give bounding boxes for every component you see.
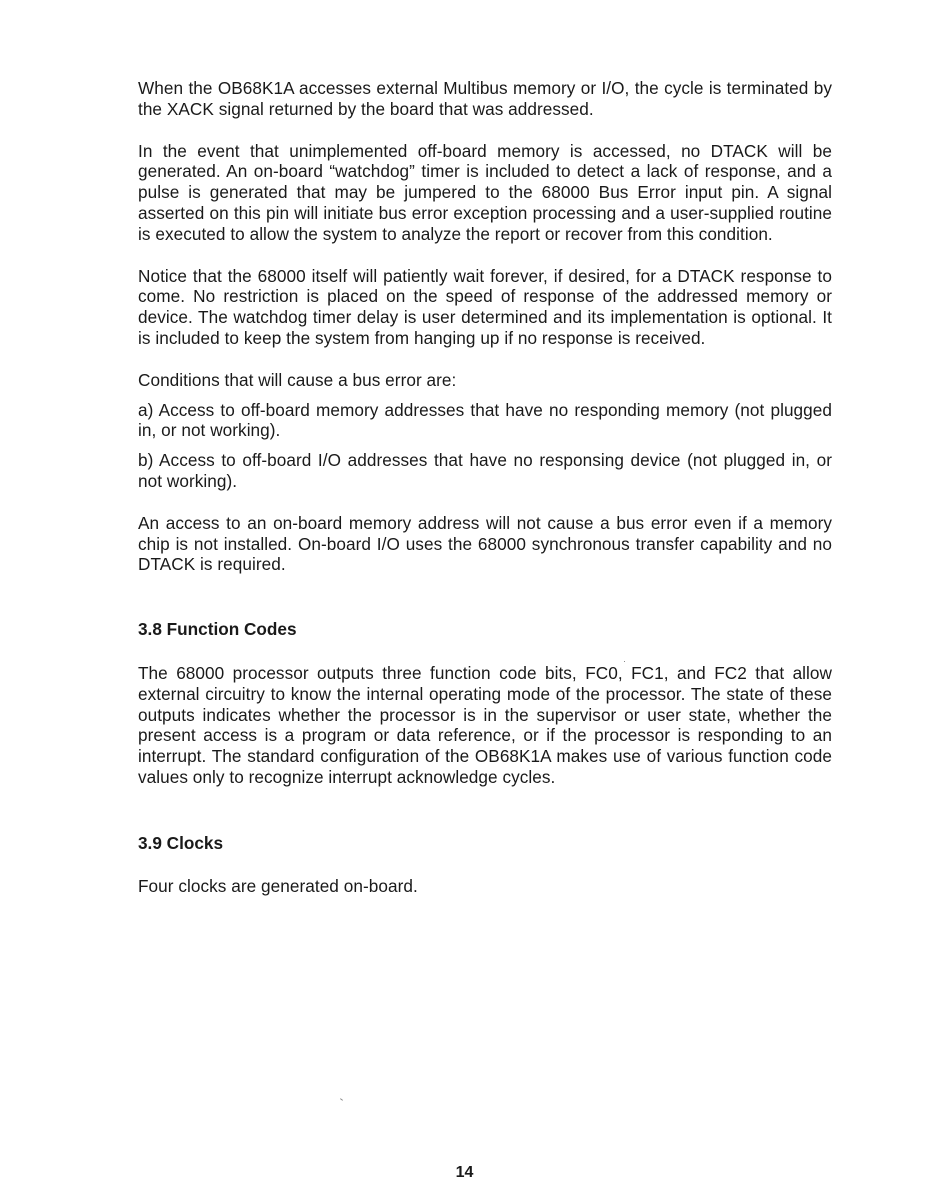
paragraph-watchdog: In the event that unimplemented off-board memory is accessed, no DTACK will be generated. An on-board “watchdog” timer is included to detect a lack of response, and a pulse is generated that may be jumpered to the 68000 Bus Error input pin. A signal asserted on this pin will initiate bus error exception processing and a user-supplied routine is executed to allow the system to analyze the report or recover from this condition. — [138, 140, 832, 244]
paragraph-function-codes: The 68000 processor outputs three function code bits, FC0, FC1, and FC2 that allow external circuitry to know the internal operating mode of the processor. The state of these outputs indicates whether the processor is in the supervisor or user state, whether the present access is a program or data reference, or if the processor is responding to an interrupt. The standard configuration of the OB68K1A makes use of various function code values only to recognize interrupt acknowledge cycles. — [138, 662, 832, 787]
paragraph-xack: When the OB68K1A accesses external Multibus memory or I/O, the cycle is terminated by the XACK signal returned by the board that was addressed. — [138, 78, 832, 119]
page-number: 14 — [455, 1164, 474, 1181]
scan-speck — [624, 661, 625, 662]
paragraph-onboard-access: An access to an on-board memory address will not cause a bus error even if a memory chip is not installed. On-board I/O uses the 68000 synchronous transfer capability and no DTACK is required. — [138, 512, 832, 575]
paragraph-clocks: Four clocks are generated on-board. — [138, 875, 418, 896]
condition-item-b: b) Access to off-board I/O addresses that have no responsing device (not plugged in, or not working). — [138, 450, 832, 491]
section-heading-function-codes: 3.8 Function Codes — [138, 619, 297, 640]
scan-speck — [340, 1098, 343, 1101]
document-page — [138, 78, 832, 896]
section-heading-clocks: 3.9 Clocks — [138, 832, 224, 853]
paragraph-dtack-wait: Notice that the 68000 itself will patiently wait forever, if desired, for a DTACK response to come. No restriction is placed on the speed of response of the addressed memory or device. The watchdog timer delay is user determined and its implementation is optional. It is included to keep the system from hanging up if no response is received. — [138, 265, 832, 348]
condition-item-a: a) Access to off-board memory addresses that have no responding memory (not plugged in, or not working). — [138, 399, 832, 441]
conditions-intro: Conditions that will cause a bus error are: — [138, 369, 457, 390]
